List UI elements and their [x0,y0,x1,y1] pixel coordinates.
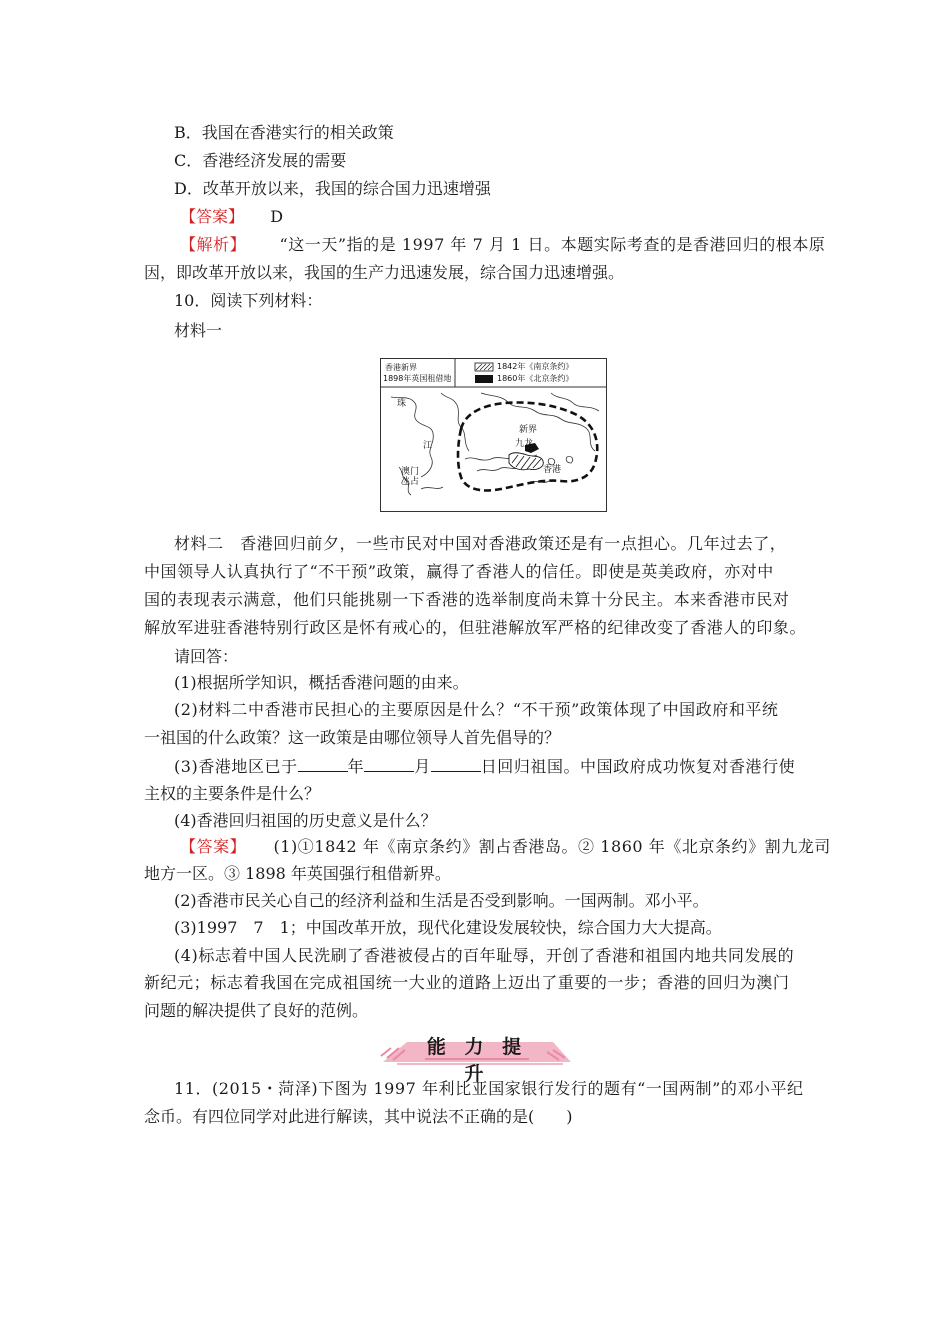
q3-text-2: 日回归祖国。中国政府成功恢复对香港行使 [480,757,796,776]
analysis-text: “这一天”指的是 1997 年 7 月 1 日。本题实际考查的是香港回归的根本原 [279,235,826,254]
label-macau-2: 氹占 [401,477,420,487]
material1-label: 材料一 [174,321,223,340]
option-c: C．香港经济发展的需要 [174,151,347,170]
label-macau-1: 澳门 [401,467,420,477]
year-blank [298,756,348,772]
sub-question-3-line-1 [174,756,795,777]
answer-line-5: (4)标志着中国人民洗刷了香港被侵占的百年耻辱，开创了香港和祖国内地共同发展的 [174,946,795,965]
month-blank [364,756,414,772]
material2-line-1: 材料二 香港回归前夕，一些市民对中国对香港政策还是有一点担心。几年过去了， [174,534,787,553]
answer-tag: 【答案】 [180,207,245,226]
option-b: B．我国在香港实行的相关政策 [174,123,394,142]
day-blank [431,756,481,772]
q10-stem: 10．阅读下列材料： [174,291,323,310]
legend-1842: 1842年《南京条约》 [497,362,574,371]
answer-line-7: 问题的解决提供了良好的范例。 [144,1001,369,1020]
map-title-line-2: 1898年英国租借地 [383,374,452,383]
answer-value: D [270,207,284,226]
please-answer: 请回答： [174,647,239,666]
material2-line-2: 中国领导人认真执行了“不干预”政策，赢得了香港人的信任。即使是英美政府，亦对中 [144,562,774,581]
label-new-territories: 新界 [519,425,538,435]
sub-question-3-line-2: 主权的主要条件是什么？ [144,784,321,803]
analysis-line-2: 因，即改革开放以来，我国的生产力迅速发展，综合国力迅速增强。 [144,263,625,282]
q11-line-1: 11．(2015・菏泽)下图为 1997 年利比亚国家银行发行的题有“一国两制”的邓小平纪 [174,1079,804,1098]
sub-question-4: (4)香港回归祖国的历史意义是什么？ [174,811,437,830]
hong-kong-map [380,358,607,512]
sub-question-2-line-1: (2)材料二中香港市民担心的主要原因是什么？“不干预”政策体现了中国政府和平统 [174,700,779,719]
q3-text-1: (3)香港地区已于 [174,757,298,776]
map-title-line-1: 香港新界 [385,363,417,372]
material2-line-4: 解放军进驻香港特别行政区是怀有戒心的，但驻港解放军严格的纪律改变了香港人的印象。 [144,618,807,637]
answer-line-6: 新纪元；标志着我国在完成祖国统一大业的道路上迈出了重要的一步；香港的回归为澳门 [144,973,790,992]
q11-line-2: 念币。有四位同学对此进行解读，其中说法不正确的是( ) [144,1107,573,1126]
sub-question-1: (1)根据所学知识，概括香港问题的由来。 [174,673,469,692]
label-jiang: 江 [423,441,433,451]
analysis-line-1 [180,235,825,255]
label-kowloon: 九龙 [515,439,534,449]
answer-line-4: (3)1997 7 1；中国改革开放，现代化建设发展较快，综合国力大大提高。 [174,918,722,937]
answer-line-1 [180,837,831,857]
option-d: D．改革开放以来，我国的综合国力迅速增强 [174,179,491,198]
answer-text-1: (1)①1842 年《南京条约》割占香港岛。② 1860 年《北京条约》割九龙司 [273,837,831,856]
answer-line-2: 地方一区。③ 1898 年英国强行租借新界。 [144,864,451,883]
sub-question-2-line-2: 一祖国的什么政策？这一政策是由哪位领导人首先倡导的？ [144,728,561,747]
section-banner [377,1026,577,1085]
answer-row-q9 [180,207,283,227]
q3-year: 年 [347,757,365,776]
section-title: 能 力 提 升 [426,1036,528,1085]
answer-line-3: (2)香港市民关心自己的经济利益和生活是否受到影响。一国两制。邓小平。 [174,891,709,910]
analysis-tag: 【解析】 [180,235,247,254]
label-hong-kong: 香港 [543,465,562,475]
material2-line-3: 国的表现表示满意，他们只能挑剔一下香港的选举制度尚未算十分民主。本来香港市民对 [144,590,790,609]
label-zhu: 珠 [397,399,407,409]
answer-tag: 【答案】 [180,837,247,856]
legend-1860: 1860年《北京条约》 [497,374,574,383]
q3-month: 月 [414,757,431,776]
